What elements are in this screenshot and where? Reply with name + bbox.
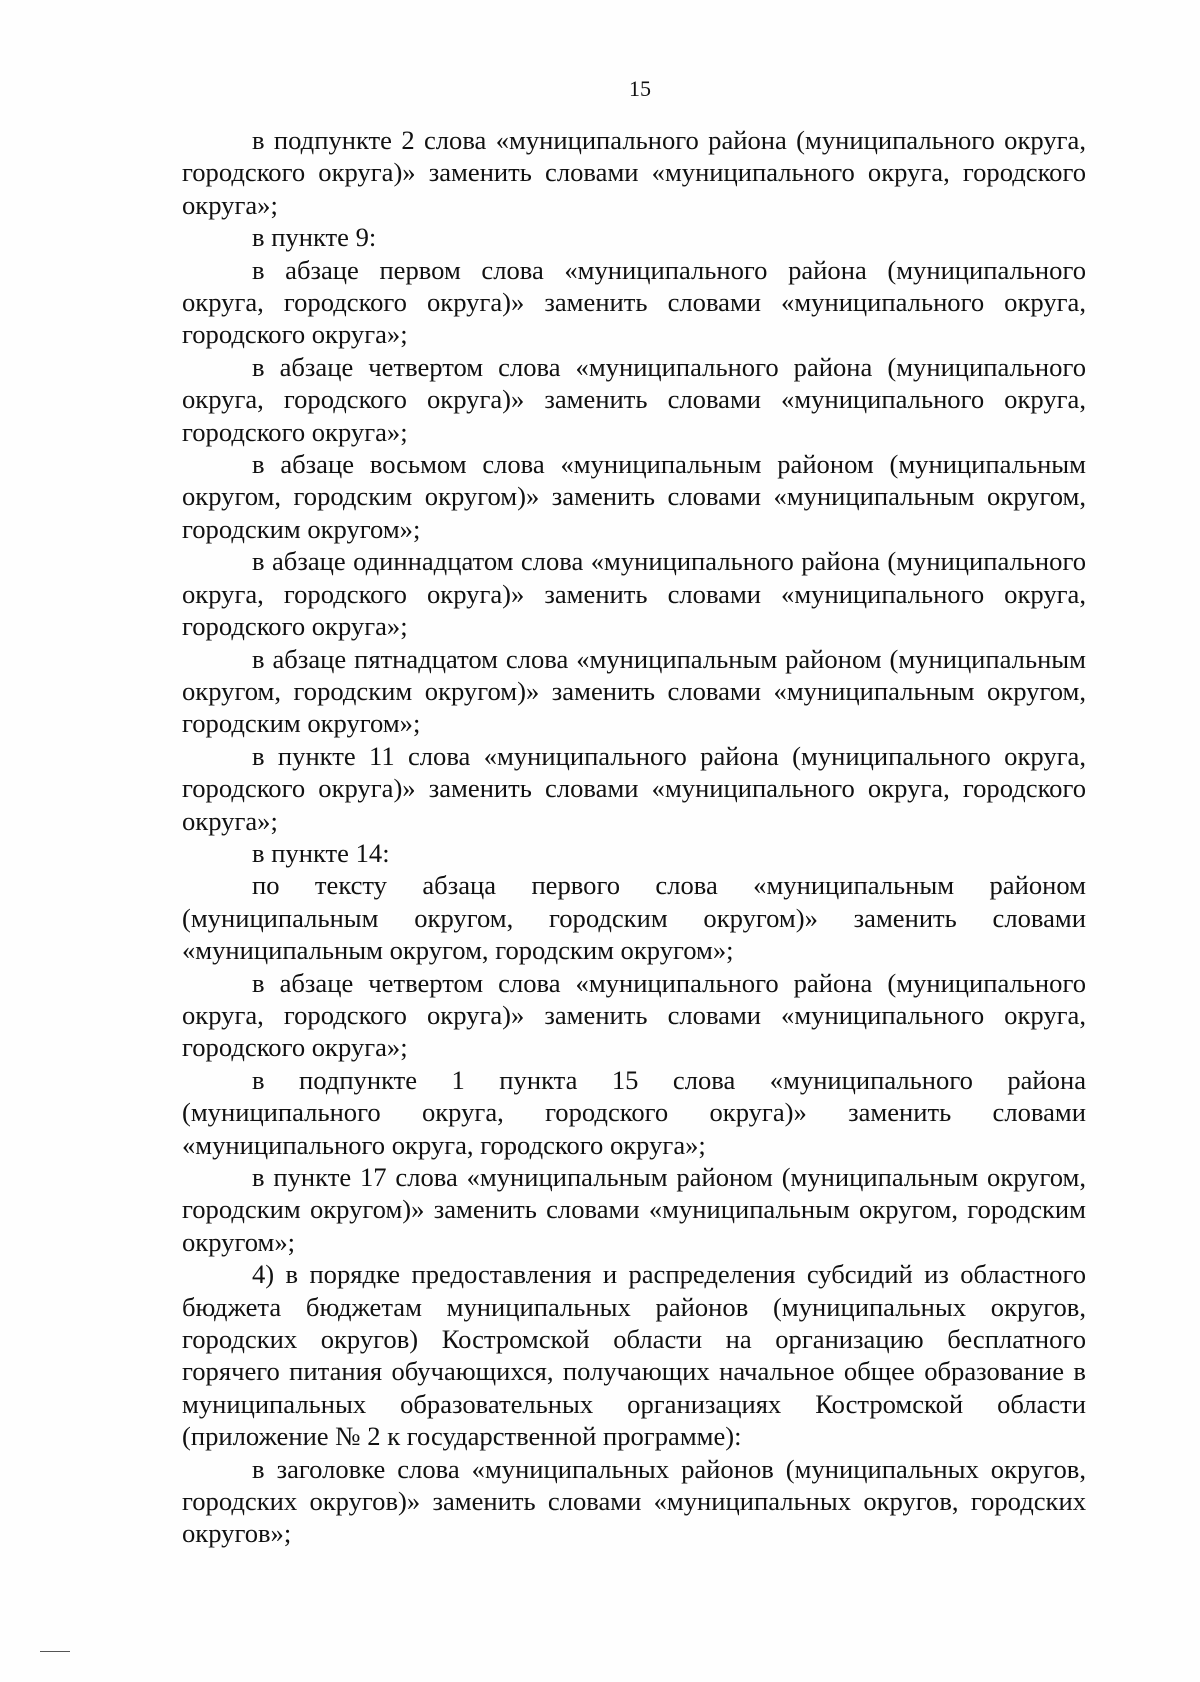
- paragraph: в абзаце пятнадцатом слова «муниципальным районом (муниципальным округом, городским округом)» заменить словами «муниципальным округом, городским округом»;: [182, 643, 1086, 739]
- paragraph: в абзаце восьмом слова «муниципальным районом (муниципальным округом, городским округом)» заменить словами «муниципальным округом, городским округом»;: [182, 449, 1086, 544]
- paragraph: в абзаце четвертом слова «муниципального района (муниципального округа, городского округа)» заменить словами «муниципального округа, городского округа»;: [182, 351, 1086, 447]
- paragraph: в абзаце первом слова «муниципального района (муниципального округа, городского округа)» заменить словами «муниципального округа, городского округа»;: [182, 254, 1086, 350]
- paragraph: 4) в порядке предоставления и распределения субсидий из областного бюджета бюджетам муниципальных районов (муниципальных округов, городских округов) Костромской области на организацию бесплатного горячего питания обучающихся, получающих начальное общее образование в муниципальных образовательных организациях Костромской области (приложение № 2 к государственной программе):: [182, 1259, 1086, 1452]
- paragraph: в пункте 11 слова «муниципального района (муниципального округа, городского округа)» заменить словами «муниципального округа, городского округа»;: [182, 740, 1086, 836]
- paragraph: в пункте 14:: [252, 837, 390, 868]
- paragraph: в пункте 17 слова «муниципальным районом (муниципальным округом, городским округом)» заменить словами «муниципальным округом, городским округом»;: [182, 1162, 1086, 1257]
- page-number: 15: [629, 76, 651, 101]
- paragraph: в подпункте 2 слова «муниципального района (муниципального округа, городского округа)» заменить словами «муниципального округа, городского округа»;: [182, 125, 1086, 220]
- paragraph: в заголовке слова «муниципальных районов (муниципальных округов, городских округов)» заменить словами «муниципальных округов, городских округов»;: [182, 1453, 1086, 1549]
- paragraph: в пункте 9:: [252, 222, 377, 253]
- paragraph: в подпункте 1 пункта 15 слова «муниципального района (муниципального округа, городского округа)» заменить словами «муниципального округа, городского округа»;: [182, 1064, 1086, 1160]
- document-body: [182, 124, 1086, 1550]
- scan-edge-mark: [40, 1651, 70, 1652]
- paragraph: в абзаце четвертом слова «муниципального района (муниципального округа, городского округа)» заменить словами «муниципального округа, городского округа»;: [182, 967, 1086, 1063]
- paragraph: по тексту абзаца первого слова «муниципальным районом (муниципальным округом, городским округом)» заменить словами «муниципальным округом, городским округом»;: [182, 870, 1086, 966]
- paragraph: в абзаце одиннадцатом слова «муниципального района (муниципального округа, городского округа)» заменить словами «муниципального округа, городского округа»;: [182, 546, 1086, 642]
